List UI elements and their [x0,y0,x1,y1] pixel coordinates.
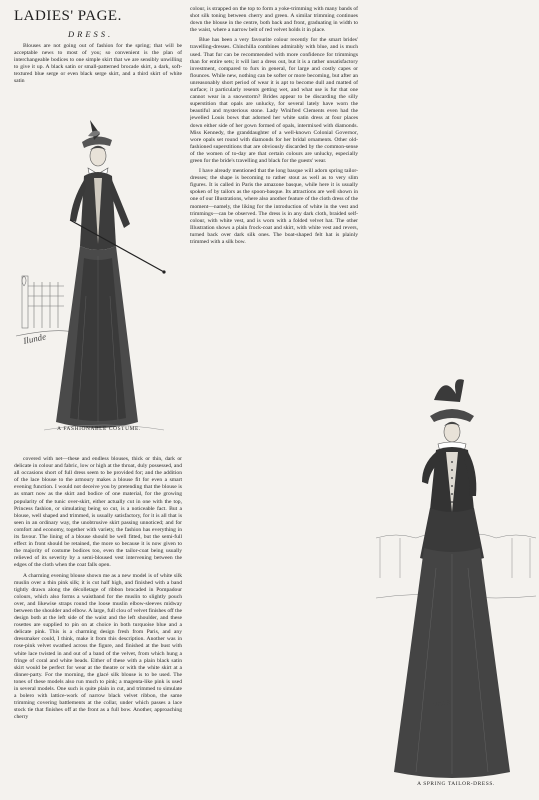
paragraph: colour, is strapped on the top to form a yoke-trimming with many bands of shot silk toning between cherry and green. A similar trimming continues down the blouse in the centre, both back and front, graduating in width to the waist, where a narrow belt of red velvet holds it in place. [190,6,358,34]
svg-text:Ilunde: Ilunde [426,696,451,710]
left-column-top [14,43,182,96]
paragraph: covered with net—these and endless blouses, thick or thin, dark or delicate in colour and fabric, low or high at the throat, duly possessed, and all occasions short of full dress seem to be provided for; and the addition of the lace blouse to the armoury makes a blouse fit for even a smart evening function. I would not deceive you by pretending that the blouse is as smart now as the skirt and bodice of one material, for the growing popularity of the tunic over-skirt, either actually cut in one with the top, Princess fashion, or simulating being so cut, is a noticeable fact. But a blouse, well shaped and trimmed, is usually satisfactory, for it is all that is seen in an ordinary way, the unobtrusive skirt passing unnoticed; and for comfort and economy, together with variety, the fashion has everything in its favour. The lining of a blouse should be well fitted, but the semi-full effect in front should be retained, the more so because it is now given to the majority of costume bodices too, even the tailor-coat being usually relieved of its severity by a semi-bloused vest intervening between the edges of the cloth when the coat falls open. [14,456,182,569]
left-column-bottom [14,456,182,796]
section-heading: DRESS. [68,29,114,39]
right-column-text [190,6,358,350]
paragraph: Blue has been a very favourite colour recently for the smart brides' travelling-dresses. Chinchilla combines admirably with blue, and is much used. That fur can be recommended with more confidence for trimmings than for entire sets; it will last a dress out, but it is a rather unsatisfactory investment, compared to furs in general, for large and costly capes or flounces. While new, nothing can be softer or more becoming, but after an unreasonably short period of wear it is apt to become dull and matted of surface; it particularly resents getting wet, and what use is fur that one cannot wear in a snowstorm? Brides appear to be discarding the silly superstition that opals are unlucky, for several lately have worn the beautiful and mysterious stone. Lady Winifred Clements even had the jewelled Louis bows that adorned her white satin dress at four places down either side of her gown formed of opals, intermixed with diamonds. Miss Kennedy, the granddaughter of a well-known Colonial Governor, wore opals set round with diamonds for her bridal ornaments. Other old-fashioned superstitions that are obviously discarded by the common-sense of the women of to-day are that certain colours are unlucky, especially green for the bride's travelling and black for the guests' wear. [190,37,358,164]
page-title: LADIES' PAGE. [14,8,122,24]
spring-tailor-dress-illustration [376,378,536,798]
spring-tailor-dress-caption: A SPRING TAILOR-DRESS. [417,781,495,787]
fashionable-costume-caption: A FASHIONABLE COSTUME. [57,426,141,432]
paragraph: A charming evening blouse shown me as a new model is of white silk muslin over a thin pink silk; it is cut half high, and finished with a band tightly drawn along the décolletage of ribbon brocaded in Pompadour colours, which also forms a waistband for the muslin to slightly pouch over, and likewise straps round the loose muslin elbow-sleeves midway between the shoulder and elbow. A large, full clou of velvet finishes off the design both at the left side of the waist and the left shoulder, and these rosettes are supplied to pin on at choice in both turquoise blue and a delicate pink. This is a charming design fresh from Paris, and any dressmaker could, I think, make it from this description. Another was in rose-pink velvet swathed across the figure, and finished at the bust with white lace twisted in and out of a band of the velvet, from which hung a fringe of coral and white beads. Either of these with a plain black satin skirt would be perfect for wear at the theatre or with the white skirt at a dinner-party. For the morning, the glacé silk blouse is to be used. The tones of these models also run much to pink; a magenta-like pink is used in several models. One such is quite plain in cut, and trimmed to simulate a bolero with lattice-work of narrow black velvet ribbon, the same trimming covering battlements at the collar, under which passes a lace stock tie that finishes off at the front as a full bow. Another, approaching cherry [14,572,182,721]
fashionable-costume-illustration [14,96,184,448]
svg-text:Ilunde: Ilunde [22,331,47,346]
paragraph: Blouses are not going out of fashion for the spring; that will be acceptable news to most of you; so convenient is the plan of interchangeable bodices to one simple skirt that we are sensibly unwilling to give it up. A black satin or small-patterned brocade skirt, a dark, soft-textured blue serge or even black serge skirt, and a third skirt of white satin [14,43,182,85]
paragraph: I have already mentioned that the long basque will adorn spring tailor-dresses; the shape is becoming to rather stout as well as to very slim figures. It is called in Paris the amazone basque, while here it is usually spoken of by tailors as the spoon-basque. Its attractions are well shown in one of our Illustrations, where also another feature of the cloth dress of the moment—namely, the liking for the introduction of white in the vest and trimmings—can be observed. The dress is in any dark cloth, braided self-colour, with white vest, and is worn with a folded velvet hat. The other Illustration shows a plain frock-coat and skirt, with white vest and revers, turned back over dark silk ones. The boat-shaped felt hat is plainly trimmed with a silk bow. [190,168,358,245]
